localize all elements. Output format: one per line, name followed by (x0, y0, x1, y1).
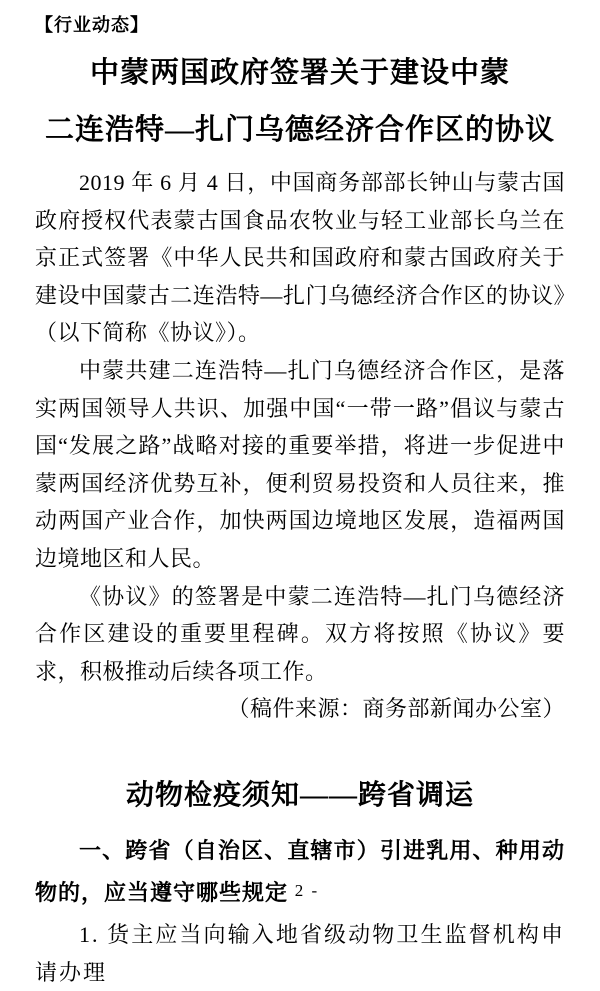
article1-title-line1: 中蒙两国政府签署关于建设中蒙 (89, 57, 510, 89)
article1-paragraph-3: 《协议》的签署是中蒙二连浩特—扎门乌德经济合作区建设的重要里程碑。双方将按照《协议》要求，积极推动后续各项工作。 (35, 583, 565, 684)
article1-source-line: （稿件来源：商务部新闻办公室） (227, 696, 565, 722)
article1-paragraph-1: 2019 年 6 月 4 日，中国商务部部长钟山与蒙古国政府授权代表蒙古国食品农牧业与轻工业部长乌兰在京正式签署《中华人民共和国政府和蒙古国政府关于建设中国蒙古二连浩特—扎门乌德经济合作区的协议》（以下简称《协议》）。 (35, 170, 565, 346)
article2-title: 动物检疫须知——跨省调运 (125, 779, 474, 811)
section-label: 【行业动态】 (35, 15, 149, 35)
article1-title (35, 45, 565, 159)
article1-title-line2: 二连浩特—扎门乌德经济合作区的协议 (44, 114, 555, 146)
article2-heading: 一、跨省（自治区、直辖市）引进乳用、种用动物的，应当遵守哪些规定 (35, 837, 565, 905)
article1-paragraph-2: 中蒙共建二连浩特—扎门乌德经济合作区，是落实两国领导人共识、加强中国“一带一路”倡议与蒙古国“发展之路”战略对接的重要举措，将进一步促进中蒙两国经济优势互补，便利贸易投资和人员往来，推动两国产业合作，加快两国边境地区发展，造福两国边境地区和人民。 (35, 357, 565, 571)
article2-body-line: 1. 货主应当向输入地省级动物卫生监督机构申请办理 (35, 921, 565, 985)
page-number: - 2 - (280, 881, 320, 900)
